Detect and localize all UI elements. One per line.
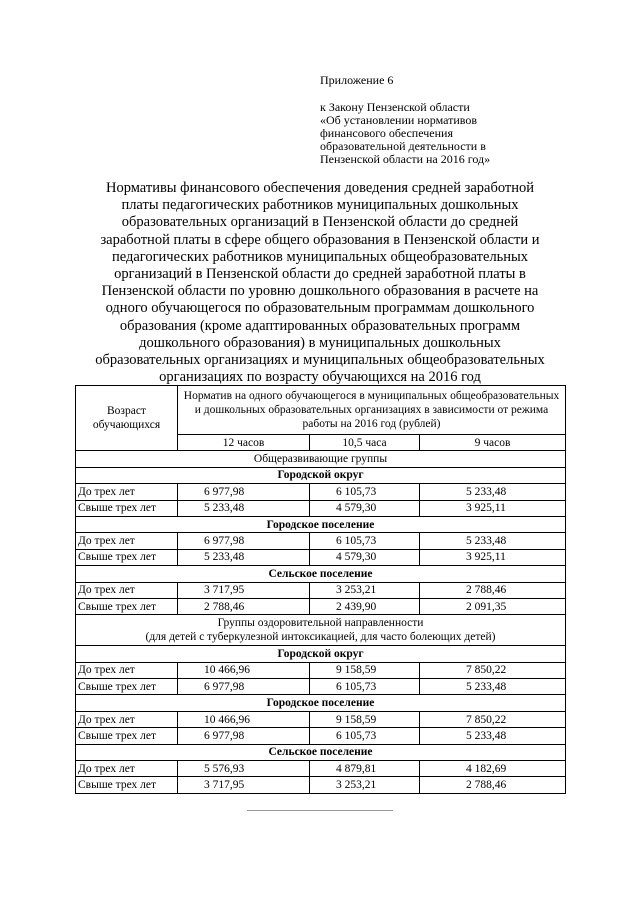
age-cell: Свыше трех лет <box>76 549 178 565</box>
value-cell: 5 233,48 <box>178 549 310 565</box>
title-line: Пензенской области по уровню дошкольного образования в расчете на <box>101 283 539 300</box>
group-title-row <box>76 615 566 646</box>
title-line: образовательных организаций в Пензенской области до средней <box>121 214 519 231</box>
value-cell: 5 576,93 <box>178 761 310 777</box>
group-title: Общеразвивающие группы <box>76 451 566 467</box>
value-cell: 6 977,98 <box>178 484 310 500</box>
age-cell: До трех лет <box>76 711 178 727</box>
table-row <box>76 549 566 565</box>
value-cell: 5 233,48 <box>420 679 566 695</box>
table-row <box>76 711 566 727</box>
title-line: платы педагогических работников муниципальных дошкольных <box>121 197 519 214</box>
value-cell: 6 105,73 <box>310 728 420 744</box>
value-cell: 7 850,22 <box>420 711 566 727</box>
table-body <box>76 451 566 793</box>
column-header-9h: 9 часов <box>420 435 566 451</box>
table-row <box>76 598 566 614</box>
subsection-row <box>76 646 566 662</box>
value-cell: 6 977,98 <box>178 728 310 744</box>
appendix-header <box>320 74 620 166</box>
age-cell: До трех лет <box>76 662 178 678</box>
value-cell: 9 158,59 <box>310 662 420 678</box>
age-cell: До трех лет <box>76 533 178 549</box>
appendix-number: Приложение 6 <box>320 73 394 87</box>
subsection-title: Городской округ <box>76 467 566 483</box>
subsection-title: Городское поселение <box>76 695 566 711</box>
age-cell: Свыше трех лет <box>76 679 178 695</box>
value-cell: 2 439,90 <box>310 598 420 614</box>
title-line: организациях по возрасту обучающихся на 2016 год <box>159 369 481 386</box>
title-line: образовательных организациях и муниципальных общеобразовательных <box>95 352 545 369</box>
table-row <box>76 582 566 598</box>
group-title-row <box>76 451 566 467</box>
age-cell: До трех лет <box>76 484 178 500</box>
age-cell: Свыше трех лет <box>76 500 178 516</box>
subsection-row <box>76 566 566 582</box>
appendix-gap <box>320 87 620 101</box>
age-cell: Свыше трех лет <box>76 728 178 744</box>
value-cell: 10 466,96 <box>178 662 310 678</box>
group-title-line: Группы оздоровительной направленности <box>217 617 424 630</box>
appendix-line: финансового обеспечения <box>320 126 453 140</box>
group-title <box>76 615 566 646</box>
table-row <box>76 662 566 678</box>
document-title <box>75 180 565 386</box>
value-cell: 3 717,95 <box>178 777 310 793</box>
title-line: организаций в Пензенской области до средней заработной платы в <box>114 266 526 283</box>
table-row <box>76 533 566 549</box>
value-cell: 5 233,48 <box>420 728 566 744</box>
subsection-row <box>76 467 566 483</box>
value-cell: 9 158,59 <box>310 711 420 727</box>
title-line: заработной платы в сфере общего образования в Пензенской области и <box>100 231 540 248</box>
value-cell: 7 850,22 <box>420 662 566 678</box>
table-header-row <box>76 386 566 435</box>
age-cell: Свыше трех лет <box>76 598 178 614</box>
value-cell: 3 925,11 <box>420 549 566 565</box>
subsection-row <box>76 516 566 532</box>
column-header-12h: 12 часов <box>178 435 310 451</box>
value-cell: 2 788,46 <box>420 777 566 793</box>
value-cell: 3 925,11 <box>420 500 566 516</box>
value-cell: 6 105,73 <box>310 533 420 549</box>
table-row <box>76 484 566 500</box>
subsection-title: Городское поселение <box>76 516 566 532</box>
value-cell: 6 977,98 <box>178 533 310 549</box>
subsection-title: Сельское поселение <box>76 566 566 582</box>
subsection-row <box>76 695 566 711</box>
title-line: дошкольного образования) в муниципальных дошкольных <box>139 334 501 351</box>
subsection-title: Сельское поселение <box>76 744 566 760</box>
age-cell: До трех лет <box>76 582 178 598</box>
footer-divider <box>247 810 393 811</box>
value-cell: 3 717,95 <box>178 582 310 598</box>
age-column-header: Возраст обучающихся <box>76 386 178 451</box>
value-cell: 4 579,30 <box>310 500 420 516</box>
value-cell: 2 091,35 <box>420 598 566 614</box>
value-cell: 10 466,96 <box>178 711 310 727</box>
value-cell: 6 977,98 <box>178 679 310 695</box>
value-cell: 5 233,48 <box>420 533 566 549</box>
column-header-10-5h: 10,5 часа <box>310 435 420 451</box>
title-line: Нормативы финансового обеспечения доведения средней заработной <box>105 180 535 196</box>
value-cell: 2 788,46 <box>420 582 566 598</box>
group-title-line: (для детей с туберкулезной интоксикацией, для часто болеющих детей) <box>145 631 496 644</box>
appendix-line: Пензенской области на 2016 год» <box>320 152 491 166</box>
value-cell: 4 879,81 <box>310 761 420 777</box>
title-line: педагогических работников муниципальных общеобразовательных <box>111 248 529 265</box>
subsection-title: Городской округ <box>76 646 566 662</box>
value-cell: 6 105,73 <box>310 679 420 695</box>
title-line: одного обучающегося по образовательным программам дошкольного <box>105 300 535 317</box>
title-line: образования (кроме адаптированных образовательных программ <box>119 317 521 334</box>
value-cell: 5 233,48 <box>178 500 310 516</box>
value-cell: 3 253,21 <box>310 582 420 598</box>
value-cell: 5 233,48 <box>420 484 566 500</box>
value-cell: 4 182,69 <box>420 761 566 777</box>
appendix-line: «Об установлении нормативов <box>320 113 478 127</box>
subsection-row <box>76 744 566 760</box>
appendix-line: образовательной деятельности в <box>320 139 486 153</box>
appendix-line: к Закону Пензенской области <box>320 100 470 114</box>
value-cell: 6 105,73 <box>310 484 420 500</box>
table-row <box>76 777 566 793</box>
age-cell: Свыше трех лет <box>76 777 178 793</box>
value-cell: 2 788,46 <box>178 598 310 614</box>
age-cell: До трех лет <box>76 761 178 777</box>
table-row <box>76 679 566 695</box>
norm-column-header: Норматив на одного обучающегося в муниципальных общеобразовательных и дошкольных образовательных организациях в зависимости от режима работы на 2016 год (рублей) <box>178 386 566 435</box>
table-row <box>76 761 566 777</box>
table-row <box>76 728 566 744</box>
norms-table <box>75 385 566 794</box>
value-cell: 4 579,30 <box>310 549 420 565</box>
value-cell: 3 253,21 <box>310 777 420 793</box>
table-row <box>76 500 566 516</box>
